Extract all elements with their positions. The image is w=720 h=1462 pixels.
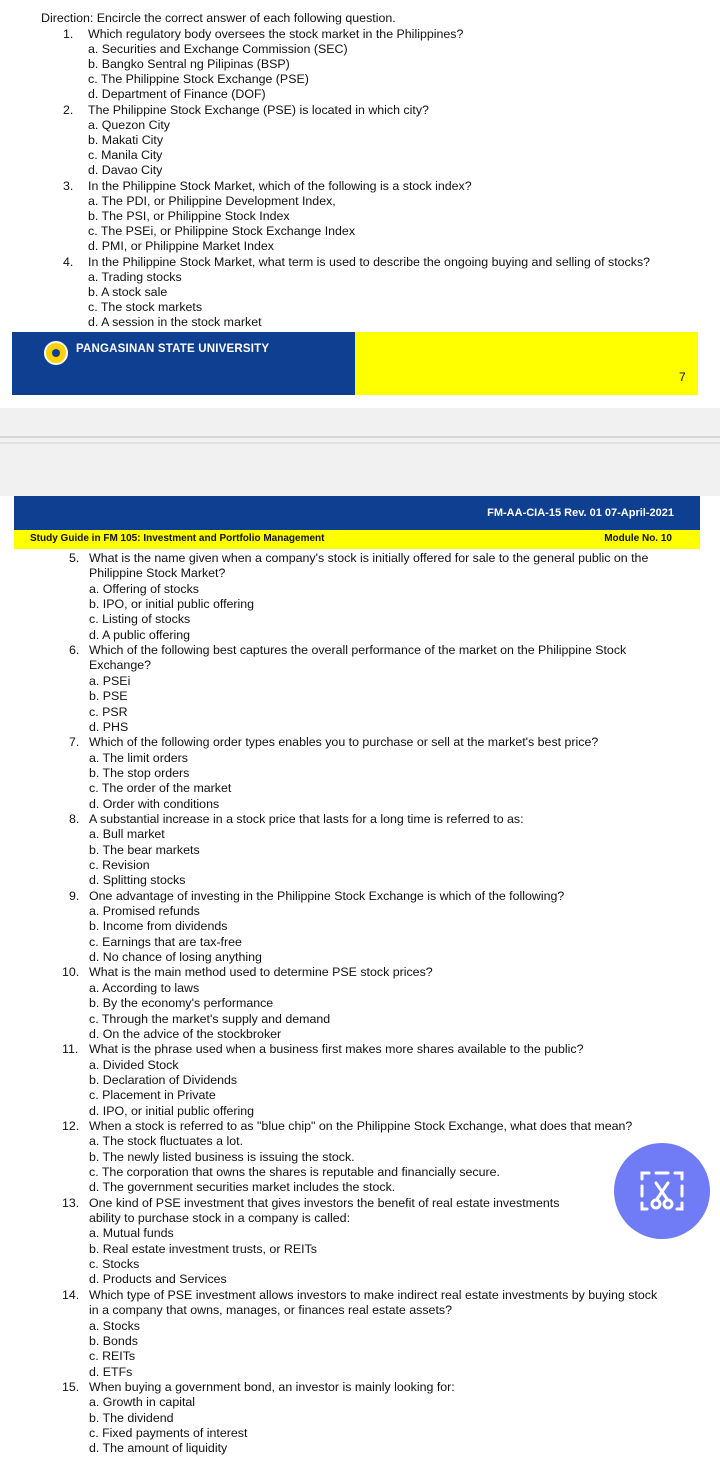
option[interactable]: a. According to laws bbox=[89, 980, 200, 995]
question-number: 13. bbox=[62, 1195, 80, 1210]
option[interactable]: c. REITs bbox=[89, 1349, 136, 1364]
option[interactable]: d. No chance of losing anything bbox=[89, 950, 262, 965]
question-number: 14. bbox=[62, 1287, 80, 1302]
question-number: 1. bbox=[63, 27, 74, 41]
header-blue-bar bbox=[14, 496, 700, 530]
question-number: 8. bbox=[69, 811, 80, 826]
university-logo-icon bbox=[44, 341, 68, 365]
option[interactable]: a. PSEi bbox=[89, 673, 131, 688]
option[interactable]: c. Stocks bbox=[89, 1257, 140, 1272]
university-name: PANGASINAN STATE UNIVERSITY bbox=[76, 343, 270, 355]
question-text: What is the phrase used when a business first makes more shares available to the public? bbox=[89, 1042, 584, 1057]
question-number: 2. bbox=[63, 103, 74, 117]
option[interactable]: c. Revision bbox=[89, 858, 150, 872]
option[interactable]: c. Through the market's supply and demand bbox=[89, 1011, 331, 1026]
question-number: 5. bbox=[69, 551, 80, 565]
option[interactable]: c. The PSEi, or Philippine Stock Exchange Index bbox=[88, 224, 356, 238]
option[interactable]: b. The bear markets bbox=[89, 842, 200, 857]
question-number: 15. bbox=[62, 1379, 80, 1394]
question-text: in a company that owns, manages, or finances real estate assets? bbox=[89, 1303, 452, 1318]
question-text: A substantial increase in a stock price that lasts for a long time is referred to as: bbox=[89, 811, 524, 826]
option[interactable]: a. Promised refunds bbox=[89, 904, 200, 919]
option[interactable]: d. Order with conditions bbox=[89, 796, 220, 811]
option[interactable]: a. Quezon City bbox=[88, 118, 170, 132]
option[interactable]: b. IPO, or initial public offering bbox=[89, 597, 255, 612]
scissors-crop-icon bbox=[636, 1165, 688, 1217]
question-text: ability to purchase stock in a company is called: bbox=[89, 1211, 351, 1226]
option[interactable]: d. The government securities market includes the stock. bbox=[89, 1180, 396, 1195]
study-guide-title: Study Guide in FM 105: Investment and Portfolio Management bbox=[30, 533, 325, 544]
screenshot-crop-button[interactable] bbox=[614, 1143, 710, 1239]
option[interactable]: b. The dividend bbox=[89, 1410, 174, 1425]
option[interactable]: d. Davao City bbox=[88, 163, 163, 177]
question-text: Which type of PSE investment allows investors to make indirect real estate investments by buying stock bbox=[89, 1287, 658, 1302]
question-text: One kind of PSE investment that gives investors the benefit of real estate investments bbox=[89, 1195, 560, 1210]
option[interactable]: a. The limit orders bbox=[89, 750, 188, 765]
option[interactable]: c. Fixed payments of interest bbox=[89, 1425, 248, 1440]
question-text: When buying a government bond, an investor is mainly looking for: bbox=[89, 1379, 455, 1394]
option[interactable]: d. IPO, or initial public offering bbox=[89, 1103, 255, 1118]
question-number: 10. bbox=[62, 965, 80, 980]
question-text: The Philippine Stock Exchange (PSE) is located in which city? bbox=[88, 103, 429, 117]
option[interactable]: b. The PSI, or Philippine Stock Index bbox=[88, 209, 290, 223]
option[interactable]: b. The stop orders bbox=[89, 765, 190, 780]
question-number: 3. bbox=[63, 179, 74, 193]
question-text: In the Philippine Stock Market, which of the following is a stock index? bbox=[88, 179, 472, 193]
footer-blue-bar bbox=[12, 332, 355, 395]
header-yellow-bar bbox=[14, 530, 700, 549]
question-number: 6. bbox=[69, 643, 80, 658]
question-number: 7. bbox=[69, 735, 80, 750]
option[interactable]: b. Bonds bbox=[89, 1333, 138, 1348]
option[interactable]: b. The newly listed business is issuing the stock. bbox=[89, 1149, 355, 1164]
option[interactable]: c. PSR bbox=[89, 704, 128, 719]
question-text: What is the name given when a company's stock is initially offered for sale to the general public on the bbox=[89, 551, 649, 565]
option[interactable]: c. The order of the market bbox=[89, 781, 232, 796]
option[interactable]: d. A session in the stock market bbox=[88, 315, 262, 329]
question-text: Which regulatory body oversees the stock market in the Philippines? bbox=[88, 27, 464, 41]
option[interactable]: a. The PDI, or Philippine Development Index, bbox=[88, 194, 336, 208]
page-number: 7 bbox=[679, 370, 686, 384]
question-number: 11. bbox=[62, 1042, 79, 1057]
option[interactable]: d. The amount of liquidity bbox=[89, 1441, 228, 1456]
question-number: 4. bbox=[63, 255, 74, 269]
option[interactable]: a. The stock fluctuates a lot. bbox=[89, 1134, 244, 1149]
option[interactable]: d. ETFs bbox=[89, 1364, 133, 1379]
option[interactable]: d. A public offering bbox=[89, 627, 191, 642]
option[interactable]: d. PHS bbox=[89, 719, 129, 734]
option[interactable]: d. Department of Finance (DOF) bbox=[88, 87, 266, 101]
option[interactable]: d. Splitting stocks bbox=[89, 873, 186, 888]
option[interactable]: b. Real estate investment trusts, or REITs bbox=[89, 1241, 317, 1256]
option[interactable]: c. Manila City bbox=[88, 148, 163, 162]
option[interactable]: c. The Philippine Stock Exchange (PSE) bbox=[88, 72, 309, 86]
option[interactable]: b. Declaration of Dividends bbox=[89, 1072, 238, 1087]
option[interactable]: c. Placement in Private bbox=[89, 1088, 216, 1103]
option[interactable]: b. Bangko Sentral ng Pilipinas (BSP) bbox=[88, 57, 290, 71]
page-1 bbox=[0, 0, 720, 408]
option[interactable]: d. On the advice of the stockbroker bbox=[89, 1026, 282, 1041]
question-text: Philippine Stock Market? bbox=[89, 566, 226, 581]
option[interactable]: c. Listing of stocks bbox=[89, 612, 191, 627]
option[interactable]: c. The stock markets bbox=[88, 300, 203, 314]
question-number: 9. bbox=[69, 888, 80, 903]
option[interactable]: c. The corporation that owns the shares is reputable and financially secure. bbox=[89, 1165, 500, 1179]
page-2 bbox=[0, 496, 720, 1462]
footer-yellow-bar bbox=[355, 332, 698, 395]
option[interactable]: a. Growth in capital bbox=[89, 1395, 196, 1410]
question-text: Which of the following order types enables you to purchase or sell at the market's best price? bbox=[89, 735, 599, 750]
option[interactable]: b. PSE bbox=[89, 689, 128, 704]
question-text: In the Philippine Stock Market, what term is used to describe the ongoing buying and selling of stocks? bbox=[88, 255, 651, 269]
option[interactable]: a. Offering of stocks bbox=[89, 581, 199, 596]
option[interactable]: b. Income from dividends bbox=[89, 919, 228, 934]
option[interactable]: a. Divided Stock bbox=[89, 1057, 179, 1072]
question-text: When a stock is referred to as "blue chip" on the Philippine Stock Exchange, what does that mean? bbox=[89, 1118, 633, 1133]
option[interactable]: d. Products and Services bbox=[89, 1272, 227, 1287]
question-text: Which of the following best captures the overall performance of the market on the Philippine Stock bbox=[89, 643, 627, 658]
page-separator bbox=[0, 408, 720, 496]
option[interactable]: b. A stock sale bbox=[88, 285, 168, 299]
option[interactable]: a. Securities and Exchange Commission (SEC) bbox=[88, 42, 348, 56]
form-code: FM-AA-CIA-15 Rev. 01 07-April-2021 bbox=[487, 507, 674, 519]
option[interactable]: b. Makati City bbox=[88, 133, 164, 147]
option[interactable]: a. Mutual funds bbox=[89, 1226, 174, 1241]
direction-text: Direction: Encircle the correct answer of each following question. bbox=[41, 11, 396, 25]
option[interactable]: a. Stocks bbox=[89, 1318, 140, 1333]
question-text: One advantage of investing in the Philippine Stock Exchange is which of the following? bbox=[89, 888, 565, 903]
option[interactable]: d. PMI, or Philippine Market Index bbox=[88, 239, 274, 253]
question-text: What is the main method used to determine PSE stock prices? bbox=[89, 965, 433, 980]
question-text: Exchange? bbox=[89, 658, 152, 673]
module-number: Module No. 10 bbox=[604, 533, 672, 544]
option[interactable]: a. Bull market bbox=[89, 827, 165, 842]
option[interactable]: c. Earnings that are tax-free bbox=[89, 934, 242, 949]
option[interactable]: a. Trading stocks bbox=[88, 270, 182, 284]
option[interactable]: b. By the economy's performance bbox=[89, 996, 274, 1011]
question-number: 12. bbox=[62, 1118, 80, 1133]
